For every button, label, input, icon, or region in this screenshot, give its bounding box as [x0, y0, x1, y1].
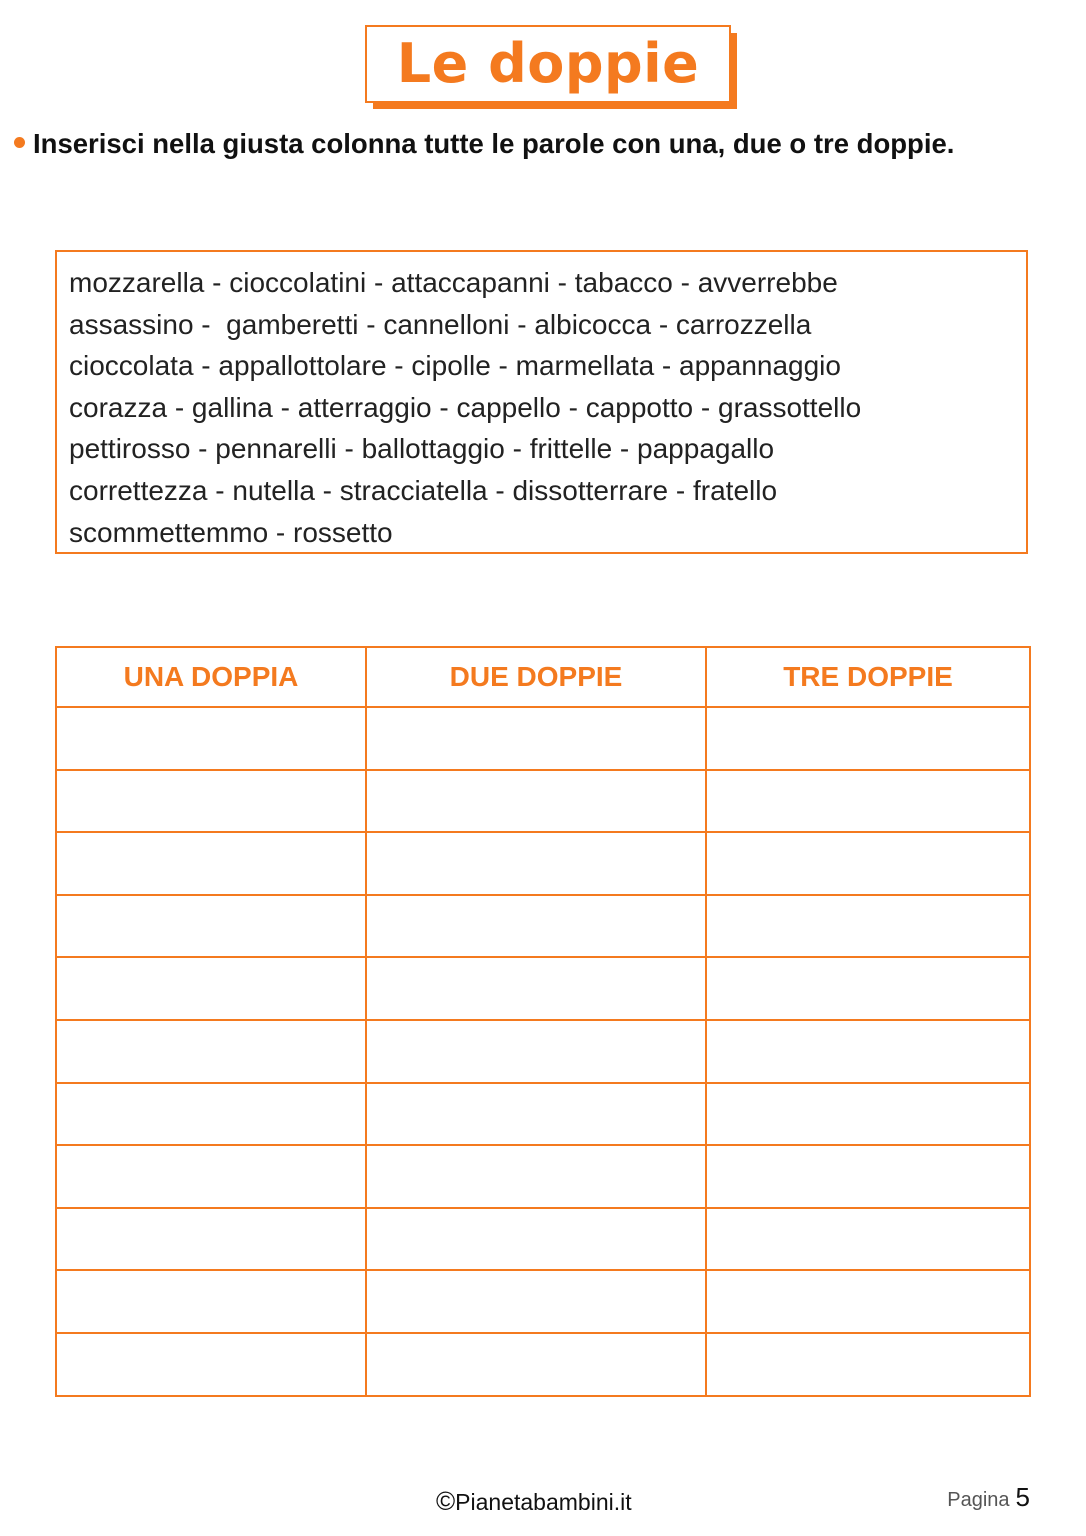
answer-cell[interactable]	[56, 707, 366, 770]
title-box	[365, 25, 731, 103]
answer-cell[interactable]	[366, 1083, 706, 1146]
answer-cell[interactable]	[56, 957, 366, 1020]
answer-cell[interactable]	[56, 1270, 366, 1333]
answer-cell[interactable]	[56, 895, 366, 958]
answer-cell[interactable]	[366, 1020, 706, 1083]
answer-cell[interactable]	[56, 1333, 366, 1396]
answer-table	[55, 646, 1031, 1397]
answer-cell[interactable]	[706, 707, 1030, 770]
table-row	[56, 832, 1030, 895]
answer-cell[interactable]	[706, 1145, 1030, 1208]
answer-cell[interactable]	[366, 1270, 706, 1333]
table-row	[56, 1020, 1030, 1083]
instruction	[14, 128, 1074, 160]
answer-cell[interactable]	[366, 1145, 706, 1208]
table-row	[56, 1145, 1030, 1208]
instruction-text: Inserisci nella giusta colonna tutte le parole con una, due o tre doppie.	[33, 128, 955, 159]
table-header-row	[56, 647, 1030, 707]
word-list-line: correttezza - nutella - stracciatella - dissotterrare - fratello	[69, 474, 778, 506]
table-row	[56, 1270, 1030, 1333]
page-label: Pagina	[947, 1489, 1010, 1511]
answer-cell[interactable]	[366, 770, 706, 833]
answer-cell[interactable]	[366, 707, 706, 770]
table-row	[56, 770, 1030, 833]
word-list-box	[55, 250, 1028, 554]
table-row	[56, 1333, 1030, 1396]
answer-cell[interactable]	[366, 1333, 706, 1396]
answer-cell[interactable]	[706, 1333, 1030, 1396]
answer-cell[interactable]	[706, 1083, 1030, 1146]
answer-cell[interactable]	[56, 770, 366, 833]
copyright-icon: ©	[436, 1486, 456, 1516]
word-list-line: pettirosso - pennarelli - ballottaggio - frittelle - pappagallo	[69, 433, 775, 465]
word-list-line: cioccolata - appallottolare - cipolle - marmellata - appannaggio	[69, 350, 841, 382]
table-row	[56, 707, 1030, 770]
word-list-line: corazza - gallina - atterraggio - cappello - cappotto - grassottello	[69, 391, 862, 423]
page-number: 5	[1015, 1482, 1030, 1512]
answer-cell[interactable]	[706, 957, 1030, 1020]
answer-cell[interactable]	[366, 832, 706, 895]
answer-cell[interactable]	[366, 957, 706, 1020]
header-due-doppie: DUE DOPPIE	[366, 647, 706, 707]
title-block	[365, 25, 731, 103]
word-list-line: mozzarella - cioccolatini - attaccapanni - tabacco - avverrebbe	[69, 267, 838, 298]
table-row	[56, 1208, 1030, 1271]
answer-cell[interactable]	[56, 1020, 366, 1083]
answer-cell[interactable]	[706, 1208, 1030, 1271]
answer-cell[interactable]	[56, 1083, 366, 1146]
answer-table-body	[56, 707, 1030, 1396]
page-title: Le doppie	[396, 32, 700, 95]
answer-cell[interactable]	[56, 1145, 366, 1208]
answer-cell[interactable]	[56, 832, 366, 895]
header-una-doppia: UNA DOPPIA	[56, 647, 366, 707]
answer-cell[interactable]	[366, 895, 706, 958]
table-row	[56, 957, 1030, 1020]
page-indicator	[947, 1482, 1030, 1513]
footer-brand	[436, 1486, 632, 1517]
word-list-line: scommettemmo - rossetto	[69, 516, 393, 548]
answer-cell[interactable]	[706, 770, 1030, 833]
word-list-line: assassino - gamberetti - cannelloni - albicocca - carrozzella	[69, 308, 812, 340]
answer-cell[interactable]	[706, 1270, 1030, 1333]
answer-cell[interactable]	[56, 1208, 366, 1271]
header-tre-doppie: TRE DOPPIE	[706, 647, 1030, 707]
answer-cell[interactable]	[366, 1208, 706, 1271]
bullet-icon	[14, 137, 25, 148]
answer-cell[interactable]	[706, 832, 1030, 895]
brand-name: Pianetabambini.it	[455, 1489, 632, 1515]
table-row	[56, 895, 1030, 958]
answer-cell[interactable]	[706, 895, 1030, 958]
table-row	[56, 1083, 1030, 1146]
answer-cell[interactable]	[706, 1020, 1030, 1083]
